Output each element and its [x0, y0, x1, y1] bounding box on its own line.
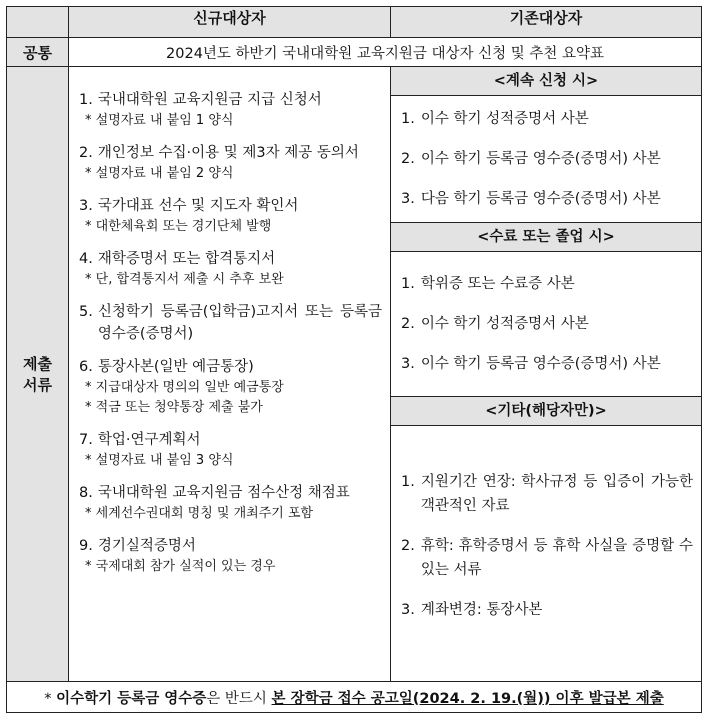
item-text: 다음 학기 등록금 영수증(증명서) 사본: [420, 191, 661, 207]
common-text: 2024년도 하반기 국내대학원 교육지원금 대상자 신청 및 추천 요약표: [69, 38, 702, 67]
item-text: 국내대학원 교육지원금 점수산정 채점표: [97, 485, 350, 501]
item-number: 1.: [401, 276, 415, 292]
item-text: 국내대학원 교육지원금 지급 신청서: [97, 92, 322, 108]
common-label: 공통: [7, 38, 69, 67]
footer-note: [7, 682, 702, 713]
new-document-item: [79, 482, 382, 524]
existing-section: [391, 223, 701, 397]
item-number: 2.: [401, 538, 415, 554]
item-note: * 지급대상자 명의의 일반 예금통장: [85, 380, 284, 395]
new-document-title: [79, 356, 382, 378]
existing-applicant-documents: [391, 67, 702, 682]
item-text: 계좌변경: 통장사본: [420, 602, 543, 618]
item-number: 4.: [79, 251, 93, 267]
item-note: * 세계선수권대회 명칭 및 개최주기 포함: [85, 506, 314, 521]
item-text: 재학증명서 또는 합격통지서: [97, 251, 276, 267]
item-text: 개인정보 수집·이용 및 제3자 제공 동의서: [97, 145, 359, 161]
item-note: * 설명자료 내 붙임 3 양식: [85, 453, 234, 468]
item-number: 1.: [401, 111, 415, 127]
new-document-title: [79, 195, 382, 217]
new-document-item: [79, 535, 382, 577]
item-number: 7.: [79, 432, 93, 448]
item-number: 3.: [401, 191, 415, 207]
item-number: 2.: [401, 151, 415, 167]
new-document-title: [79, 89, 382, 111]
header-corner: [7, 7, 69, 38]
item-note: * 국제대회 참가 실적이 있는 경우: [85, 559, 276, 574]
existing-document-item: [401, 534, 693, 582]
existing-section: [391, 397, 701, 666]
section-body: [391, 426, 701, 666]
existing-document-item: [401, 147, 693, 171]
item-text: 신청학기 등록금(입학금)고지서 또는 등록금 영수증(증명서): [97, 304, 382, 342]
existing-document-item: [401, 352, 693, 376]
item-note: * 설명자료 내 붙임 1 양식: [85, 113, 234, 128]
item-number: 1.: [401, 474, 415, 490]
footer-mid: 은 반드시: [206, 690, 272, 707]
documents-label-text: 제출 서류: [23, 355, 52, 394]
header-row: [7, 7, 702, 38]
new-document-item: [79, 142, 382, 184]
documents-label: [7, 67, 69, 682]
footer-bold: 이수학기 등록금 영수증: [56, 690, 207, 707]
existing-document-item: [401, 598, 693, 622]
footer-row: [7, 682, 702, 713]
section-title: <수료 또는 졸업 시>: [391, 223, 701, 252]
item-text: 휴학: 휴학증명서 등 휴학 사실을 증명할 수 있는 서류: [420, 538, 693, 578]
footer-prefix: *: [44, 690, 57, 707]
item-number: 3.: [79, 198, 93, 214]
item-text: 통장사본(일반 예금통장): [97, 359, 254, 375]
item-text: 이수 학기 성적증명서 사본: [420, 316, 589, 332]
item-number: 5.: [79, 304, 93, 320]
documents-row: [7, 67, 702, 682]
item-number: 3.: [401, 356, 415, 372]
new-document-item: [79, 301, 382, 345]
submission-table: [6, 6, 702, 713]
item-note: * 단, 합격통지서 제출 시 추후 보완: [85, 272, 284, 287]
section-title: <기타(해당자만)>: [391, 397, 701, 426]
header-existing-applicants: 기존대상자: [391, 7, 702, 38]
item-number: 2.: [401, 316, 415, 332]
existing-document-item: [401, 107, 693, 131]
item-number: 9.: [79, 538, 93, 554]
item-text: 국가대표 선수 및 지도자 확인서: [97, 198, 299, 214]
section-body: [391, 96, 701, 222]
existing-document-item: [401, 272, 693, 296]
item-text: 이수 학기 등록금 영수증(증명서) 사본: [420, 356, 661, 372]
item-number: 8.: [79, 485, 93, 501]
item-number: 2.: [79, 145, 93, 161]
common-row: [7, 38, 702, 67]
section-title: <계속 신청 시>: [391, 67, 701, 96]
new-document-item: [79, 429, 382, 471]
existing-document-item: [401, 470, 693, 518]
item-note: * 설명자료 내 붙임 2 양식: [85, 166, 234, 181]
existing-document-sections: [391, 67, 701, 666]
item-number: 1.: [79, 92, 93, 108]
item-number: 6.: [79, 359, 93, 375]
new-document-item: [79, 89, 382, 131]
existing-section: [391, 67, 701, 223]
new-document-title: [79, 301, 382, 345]
new-document-title: [79, 248, 382, 270]
item-text: 이수 학기 등록금 영수증(증명서) 사본: [420, 151, 661, 167]
item-text: 경기실적증명서: [97, 538, 196, 554]
new-document-list: [79, 89, 382, 577]
existing-document-item: [401, 187, 693, 211]
item-note: * 대한체육회 또는 경기단체 발행: [85, 219, 272, 234]
existing-document-item: [401, 312, 693, 336]
item-note: * 적금 또는 청약통장 제출 불가: [85, 400, 263, 415]
new-applicant-documents: [69, 67, 391, 682]
new-document-title: [79, 429, 382, 451]
new-document-item: [79, 356, 382, 418]
section-body: [391, 252, 701, 396]
item-text: 이수 학기 성적증명서 사본: [420, 111, 589, 127]
item-text: 지원기간 연장: 학사규정 등 입증이 가능한 객관적인 자료: [420, 474, 693, 514]
new-document-title: [79, 482, 382, 504]
new-document-item: [79, 248, 382, 290]
summary-document: [6, 6, 701, 721]
item-number: 3.: [401, 602, 415, 618]
new-document-item: [79, 195, 382, 237]
item-text: 학업·연구계획서: [97, 432, 201, 448]
footer-underlined: 본 장학금 접수 공고일(2024. 2. 19.(월)) 이후 발급본 제출: [271, 690, 664, 707]
new-document-title: [79, 535, 382, 557]
header-new-applicants: 신규대상자: [69, 7, 391, 38]
item-text: 학위증 또는 수료증 사본: [420, 276, 575, 292]
new-document-title: [79, 142, 382, 164]
